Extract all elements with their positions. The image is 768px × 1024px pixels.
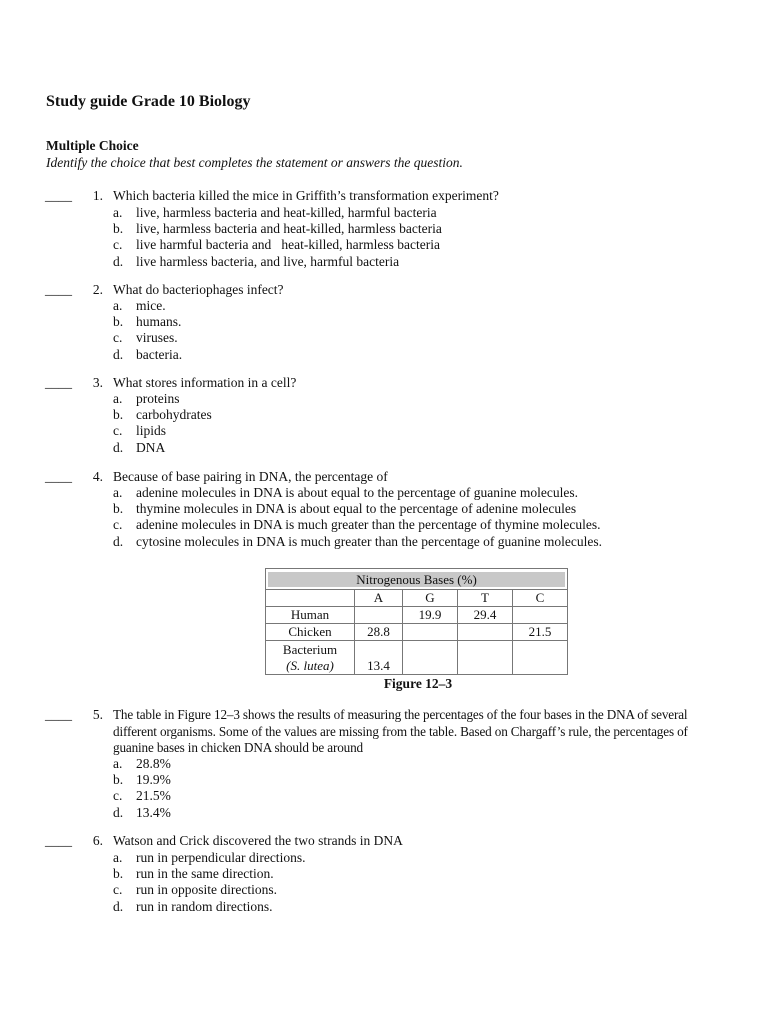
question-number: 5. <box>92 707 103 722</box>
question-number: 4. <box>92 469 103 484</box>
choice-a: a. adenine molecules in DNA is about equal to the percentage of guanine molecules. <box>113 485 578 500</box>
choice-b: b. humans. <box>113 314 182 330</box>
question-text: What stores information in a cell? <box>113 375 297 390</box>
choice-c: c. 21.5% <box>113 788 171 804</box>
table-row: Chicken 28.8 21.5 <box>266 624 568 641</box>
choice-d: d. 13.4% <box>113 804 171 820</box>
choice-d: d. bacteria. <box>113 346 183 362</box>
question-number: 1. <box>92 188 103 203</box>
section-instructions: Identify the choice that best completes the statement or answers the question. <box>46 155 463 170</box>
choice-b: b. carbohydrates <box>113 407 212 423</box>
choice-a: a. mice. <box>113 298 166 313</box>
question-number: 2. <box>92 282 103 297</box>
table-row: Human 19.9 29.4 <box>266 607 568 624</box>
column-header: A <box>355 590 403 607</box>
column-header: C <box>513 590 568 607</box>
column-header: G <box>403 590 458 607</box>
choice-b: b. run in the same direction. <box>113 866 274 882</box>
row-label: Chicken <box>266 624 355 641</box>
choice-b: b. live, harmless bacteria and heat-killed, harmless bacteria <box>113 221 442 237</box>
choice-c: c. adenine molecules in DNA is much greater than the percentage of thymine molecules. <box>113 517 601 533</box>
page-title: Study guide Grade 10 Biology <box>46 93 251 110</box>
choice-c: c. live harmful bacteria and heat-killed, harmless bacteria <box>113 237 440 253</box>
table-column-row <box>266 590 568 607</box>
choice-b: b. thymine molecules in DNA is about equal to the percentage of adenine molecules <box>113 501 577 517</box>
answer-blank[interactable]: ____ <box>45 707 72 722</box>
section-title: Multiple Choice <box>46 138 139 153</box>
question-text: Watson and Crick discovered the two strands in DNA <box>113 833 403 848</box>
choice-a: a. proteins <box>113 391 180 406</box>
choice-d: d. live harmless bacteria, and live, harmful bacteria <box>113 253 400 269</box>
choice-b: b. 19.9% <box>113 772 171 788</box>
choice-a: a. run in perpendicular directions. <box>113 850 306 865</box>
choice-a: a. 28.8% <box>113 756 171 771</box>
question-number: 6. <box>92 833 103 848</box>
choice-d: d. DNA <box>113 439 166 455</box>
figure-table <box>265 568 568 675</box>
choice-c: c. lipids <box>113 423 167 439</box>
table-row: Bacterium (S. lutea) 13.4 <box>266 641 568 675</box>
choice-a: a. live, harmless bacteria and heat-killed, harmful bacteria <box>113 205 437 220</box>
answer-blank[interactable]: ____ <box>45 282 72 297</box>
answer-blank[interactable]: ____ <box>45 469 72 484</box>
question-text: Because of base pairing in DNA, the percentage of <box>113 469 388 484</box>
column-header: T <box>458 590 513 607</box>
choice-c: c. run in opposite directions. <box>113 882 277 898</box>
answer-blank[interactable]: ____ <box>45 833 72 848</box>
choice-c: c. viruses. <box>113 330 178 346</box>
figure-caption: Figure 12–3 <box>383 676 453 691</box>
question-text: Which bacteria killed the mice in Griffith’s transformation experiment? <box>113 188 499 203</box>
question-text: The table in Figure 12–3 shows the results of measuring the percentages of the four bases in the DNA of several different organisms. Some of the values are missing from the table. Based on Chargaff’s rule, the percentages of guanine bases in chicken DNA should be around <box>113 707 688 755</box>
choice-d: d. cytosine molecules in DNA is much greater than the percentage of guanine molecules. <box>113 533 602 549</box>
answer-blank[interactable]: ____ <box>45 375 72 390</box>
row-label: Human <box>266 607 355 624</box>
question-number: 3. <box>92 375 103 390</box>
choice-d: d. run in random directions. <box>113 898 273 914</box>
row-label: Bacterium (S. lutea) <box>266 641 355 675</box>
question-text: What do bacteriophages infect? <box>113 282 284 297</box>
answer-blank[interactable]: ____ <box>45 188 72 203</box>
table-header: Nitrogenous Bases (%) <box>266 569 568 590</box>
